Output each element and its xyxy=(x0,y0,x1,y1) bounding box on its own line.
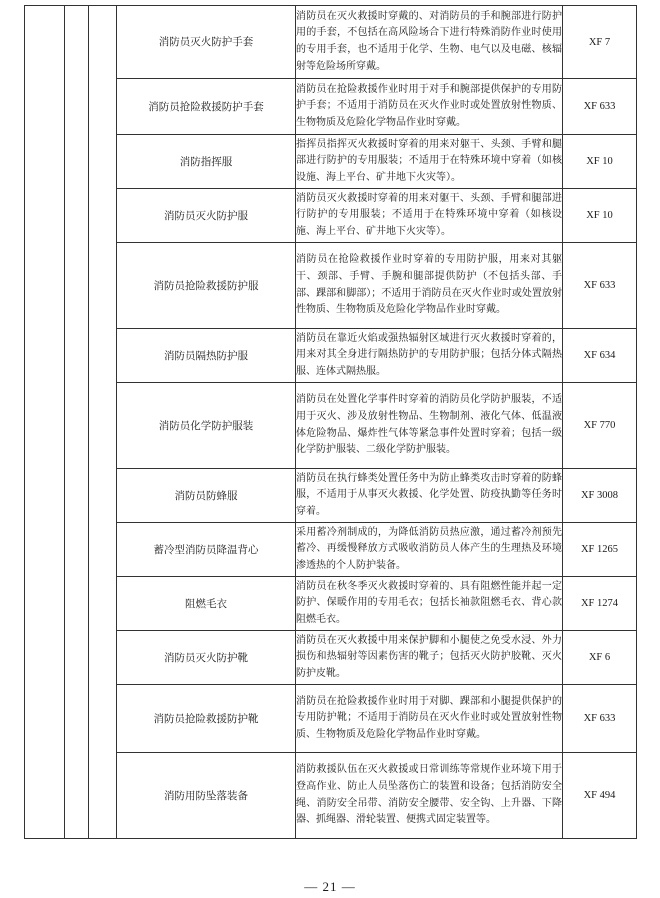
equipment-name: 消防员灭火防护服 xyxy=(117,189,296,243)
standard-code: XF 7 xyxy=(563,6,637,79)
equipment-name: 阻燃毛衣 xyxy=(117,577,296,631)
standard-code: XF 770 xyxy=(563,383,637,469)
subcategory-column xyxy=(65,6,89,839)
table-row xyxy=(25,631,637,685)
table-row xyxy=(25,523,637,577)
standard-code: XF 10 xyxy=(563,189,637,243)
standard-code: XF 1274 xyxy=(563,577,637,631)
standard-code: XF 634 xyxy=(563,329,637,383)
standard-code: XF 10 xyxy=(563,135,637,189)
table-row xyxy=(25,79,637,135)
equipment-description: 消防员在靠近火焰或强热辐射区域进行灭火救援时穿着的，用来对其全身进行隔热防护的专用防护服；包括分体式隔热服、连体式隔热服。 xyxy=(296,329,563,383)
table-row xyxy=(25,685,637,753)
equipment-name: 消防员灭火防护靴 xyxy=(117,631,296,685)
equipment-description: 消防救援队伍在灭火救援或日常训练等常规作业环境下用于登高作业、防止人员坠落伤亡的装置和设备；包括消防安全绳、消防安全吊带、消防安全腰带、安全钩、上升器、下降器、抓绳器、滑轮装置、便携式固定装置等。 xyxy=(296,753,563,839)
table-row xyxy=(25,383,637,469)
equipment-description: 消防员在抢险救援作业时用于对脚、踝部和小腿提供保护的专用防护靴；不适用于消防员在灭火作业时或处置放射性物质、生物物质及危险化学物品作业时穿戴。 xyxy=(296,685,563,753)
standard-code: XF 633 xyxy=(563,243,637,329)
equipment-name: 消防员隔热防护服 xyxy=(117,329,296,383)
index-column xyxy=(89,6,117,839)
equipment-description: 消防员在灭火救援时穿戴的、对消防员的手和腕部进行防护用的手套，不包括在高风险场合下进行特殊消防作业时使用的专用手套，也不适用于化学、生物、电气以及电磁、核辐射等危险场所穿戴。 xyxy=(296,6,563,79)
standard-code: XF 633 xyxy=(563,79,637,135)
table-row xyxy=(25,135,637,189)
standard-code: XF 494 xyxy=(563,753,637,839)
table-row xyxy=(25,6,637,79)
equipment-description: 消防员在秋冬季灭火救援时穿着的、具有阻燃性能并起一定防护、保暖作用的专用毛衣；包括长袖款阻燃毛衣、背心款阻燃毛衣。 xyxy=(296,577,563,631)
table-row xyxy=(25,577,637,631)
equipment-name: 消防指挥服 xyxy=(117,135,296,189)
equipment-description: 消防员在抢险救援作业时穿着的专用防护服，用来对其躯干、颈部、手臂、手腕和腿部提供防护（不包括头部、手部、踝部和脚部）；不适用于消防员在灭火作业时或处置放射性物质、生物物质及危险化学物品作业时穿戴。 xyxy=(296,243,563,329)
equipment-description: 消防员在抢险救援作业时用于对手和腕部提供保护的专用防护手套；不适用于消防员在灭火作业时或处置放射性物质、生物物质及危险化学物品作业时穿戴。 xyxy=(296,79,563,135)
equipment-description: 消防员在灭火救援中用来保护脚和小腿使之免受水浸、外力损伤和热辐射等因素伤害的靴子；包括灭火防护胶靴、灭火防护皮靴。 xyxy=(296,631,563,685)
table-row xyxy=(25,329,637,383)
table-row xyxy=(25,469,637,523)
equipment-name: 消防员防蜂服 xyxy=(117,469,296,523)
standard-code: XF 6 xyxy=(563,631,637,685)
table-row xyxy=(25,753,637,839)
standard-code: XF 1265 xyxy=(563,523,637,577)
table-row xyxy=(25,189,637,243)
equipment-name: 消防用防坠落装备 xyxy=(117,753,296,839)
standard-code: XF 3008 xyxy=(563,469,637,523)
equipment-name: 消防员抢险救援防护服 xyxy=(117,243,296,329)
equipment-name: 消防员抢险救援防护手套 xyxy=(117,79,296,135)
equipment-name: 消防员化学防护服装 xyxy=(117,383,296,469)
page-number: — 21 — xyxy=(304,879,356,894)
equipment-standards-table xyxy=(24,5,637,839)
category-column xyxy=(25,6,65,839)
equipment-description: 采用蓄冷剂制成的，为降低消防员热应激，通过蓄冷剂预先蓄冷、再缓慢释放方式吸收消防员人体产生的生理热及环境渗透热的个人防护装备。 xyxy=(296,523,563,577)
table-row xyxy=(25,243,637,329)
equipment-name: 消防员灭火防护手套 xyxy=(117,6,296,79)
equipment-description: 消防员在执行蜂类处置任务中为防止蜂类攻击时穿着的防蜂服，不适用于从事灭火救援、化学处置、防疫执勤等任务时穿着。 xyxy=(296,469,563,523)
equipment-name: 消防员抢险救援防护靴 xyxy=(117,685,296,753)
equipment-description: 消防员在处置化学事件时穿着的消防员化学防护服装，不适用于灭火、涉及放射性物品、生物制剂、液化气体、低温液体危险物品、爆炸性气体等紧急事件处置时穿着；包括一级化学防护服装、二级化学防护服装。 xyxy=(296,383,563,469)
equipment-description: 消防员灭火救援时穿着的用来对躯干、头颈、手臂和腿部进行防护的专用服装；不适用于在特殊环境中穿着（如核设施、海上平台、矿井地下火灾等）。 xyxy=(296,189,563,243)
equipment-name: 蓄冷型消防员降温背心 xyxy=(117,523,296,577)
standard-code: XF 633 xyxy=(563,685,637,753)
equipment-description: 指挥员指挥灭火救援时穿着的用来对躯干、头颈、手臂和腿部进行防护的专用服装；不适用于在特殊环境中穿着（如核设施、海上平台、矿井地下火灾等）。 xyxy=(296,135,563,189)
